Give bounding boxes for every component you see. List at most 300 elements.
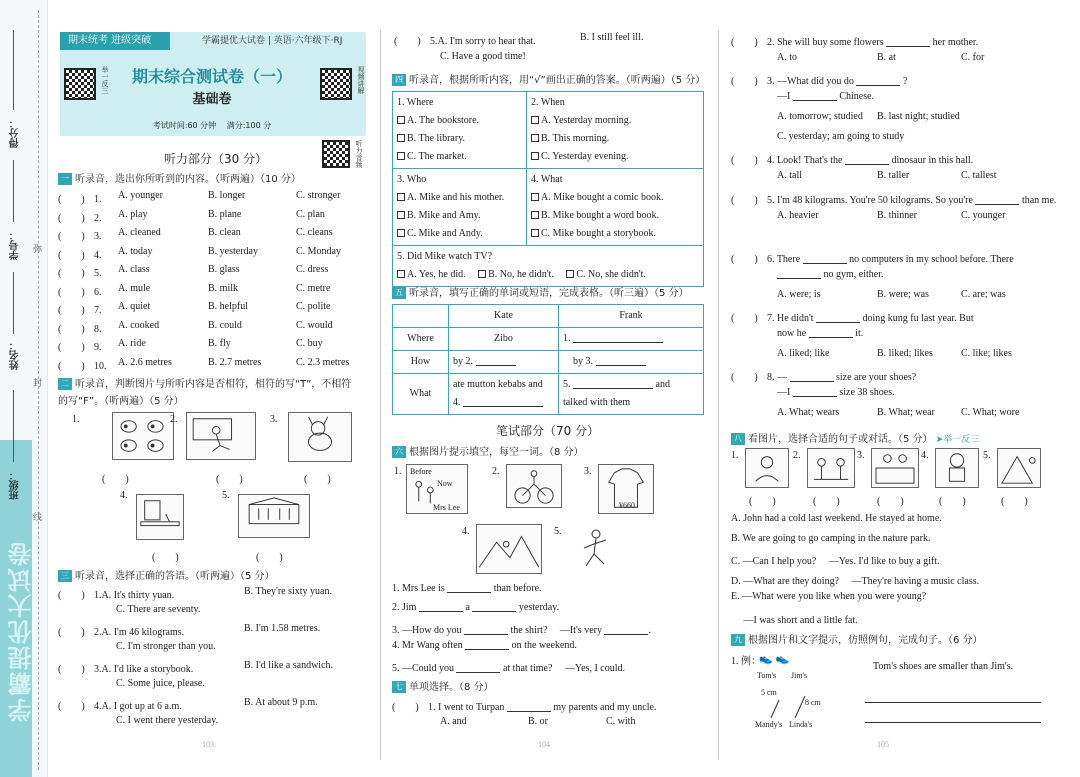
answer-paren[interactable]: ( ) bbox=[394, 36, 421, 47]
qr-audio-label: 听力音频 bbox=[355, 140, 363, 168]
question-row bbox=[731, 72, 907, 87]
answer-blank[interactable]: ( ) bbox=[304, 474, 331, 485]
answer-paren[interactable]: ( ) bbox=[58, 231, 85, 242]
sidebar-brand: 学霸提优大试卷 bbox=[8, 540, 36, 722]
table-header-kate: Kate bbox=[449, 305, 559, 328]
option-b: B. What; wear bbox=[877, 407, 935, 418]
cell-frank-where[interactable]: 1. bbox=[559, 328, 704, 351]
answer-blank[interactable] bbox=[456, 663, 500, 673]
shop-picture bbox=[871, 448, 919, 488]
option-a: A. play bbox=[118, 208, 148, 220]
skating-picture bbox=[186, 412, 256, 460]
sick-picture bbox=[745, 448, 789, 488]
page-number: 103 bbox=[202, 740, 214, 749]
seal-cut-line bbox=[38, 10, 39, 770]
exam-subtitle: 基础卷 bbox=[192, 92, 232, 107]
question-row bbox=[58, 319, 333, 335]
question-text: Look! That's the bbox=[777, 155, 843, 166]
row-label-what: What bbox=[393, 374, 449, 415]
listening-title: 听力部分（30 分） bbox=[164, 152, 268, 166]
question-row bbox=[58, 338, 323, 353]
section-badge: 五 bbox=[392, 287, 406, 299]
option-b: B. They're sixty yuan. bbox=[244, 586, 332, 597]
section-badge: 八 bbox=[731, 433, 745, 445]
question-row bbox=[58, 264, 329, 279]
section-6-heading: 根据图片提示填空，每空一词。（8 分） bbox=[409, 447, 584, 458]
option-b: B. at bbox=[877, 52, 896, 63]
q4-option[interactable]: C. The market. bbox=[397, 148, 522, 166]
exam-title: 期末综合测试卷（一） bbox=[131, 67, 292, 86]
section-8-title bbox=[731, 430, 979, 445]
pic-number: 2. bbox=[492, 466, 500, 477]
question-text: doing kung fu last year. But bbox=[862, 313, 974, 324]
option-c: C. dress bbox=[296, 264, 329, 275]
q4-question: 4. What bbox=[531, 174, 563, 185]
cell-kate-what[interactable]: ate mutton kebabs and 4. bbox=[449, 374, 559, 415]
option-c: C. polite bbox=[296, 301, 331, 312]
section-7-title bbox=[392, 678, 494, 693]
class-field-line bbox=[13, 390, 14, 462]
section-3-heading: 听录音，选择正确的答语。（听两遍）（5 分） bbox=[75, 571, 275, 582]
option-a: A. were; is bbox=[777, 289, 821, 300]
question-number: 7. bbox=[94, 305, 102, 316]
option-a: A. quiet bbox=[118, 301, 151, 312]
question-row bbox=[58, 301, 331, 316]
question-line-2: now he it. bbox=[777, 328, 864, 339]
answer-line[interactable] bbox=[865, 722, 1041, 723]
question-number: 1. bbox=[94, 590, 102, 601]
question-row bbox=[394, 32, 644, 47]
pic-number: 3. bbox=[270, 414, 278, 425]
linda-label: Linda's bbox=[789, 720, 813, 729]
q4-option[interactable]: B. No, he didn't. bbox=[478, 269, 554, 280]
option-b: B. yesterday bbox=[208, 245, 258, 257]
q4-option[interactable]: B. Mike bought a word book. bbox=[531, 207, 699, 225]
option-b: B. fly bbox=[208, 338, 231, 349]
fill-question-1: 1. Mrs Lee is than before. bbox=[392, 583, 542, 594]
measure-8cm: 8 cm bbox=[805, 698, 821, 707]
question-row bbox=[58, 208, 325, 224]
question-number: 5. bbox=[94, 268, 102, 279]
now-label: Now bbox=[437, 479, 453, 488]
choice-option: B. We are going to go camping in the nature park. bbox=[731, 532, 931, 544]
answer-blank[interactable]: ( ) bbox=[216, 474, 243, 485]
option-b: B. liked; likes bbox=[877, 348, 933, 359]
q4-option[interactable]: A. Mike and his mother. bbox=[397, 189, 522, 207]
answer-blank[interactable] bbox=[604, 625, 648, 635]
question-row bbox=[731, 368, 916, 383]
question-number: 8. bbox=[767, 372, 775, 383]
answer-paren[interactable]: ( ) bbox=[58, 342, 85, 353]
young-boy-picture bbox=[935, 448, 979, 488]
section-badge: 七 bbox=[392, 681, 406, 693]
option-c: C. buy bbox=[296, 338, 323, 349]
option-c: C. There are seventy. bbox=[116, 604, 201, 615]
option-c: C. with bbox=[606, 716, 636, 727]
option-b: B. I'd like a sandwich. bbox=[244, 660, 334, 671]
q4-cell bbox=[527, 169, 704, 246]
option-c: C. Have a good time! bbox=[440, 51, 526, 62]
option-c: C. are; was bbox=[961, 289, 1006, 300]
answer-blank[interactable]: ( ) bbox=[256, 552, 283, 563]
question-text: He didn't bbox=[777, 313, 814, 324]
row-label-how: How bbox=[393, 351, 449, 374]
question-number: 4. bbox=[94, 249, 102, 261]
answer-paren[interactable]: ( ) bbox=[731, 254, 758, 265]
pic-number: 5. bbox=[554, 526, 562, 537]
qr-code-left bbox=[64, 68, 96, 100]
practice-tag: ➤举一反三 bbox=[935, 435, 980, 445]
option-c: C. like; likes bbox=[961, 348, 1012, 359]
cows-picture bbox=[112, 412, 174, 460]
option-a: A. heavier bbox=[777, 210, 819, 221]
section-badge: 二 bbox=[58, 378, 72, 390]
shirt-picture bbox=[598, 464, 654, 514]
question-row bbox=[731, 309, 974, 324]
question-text: —What did you do bbox=[777, 76, 854, 87]
building-picture bbox=[238, 494, 310, 538]
option-b: B. At about 9 p.m. bbox=[244, 697, 318, 708]
section-4-title bbox=[392, 71, 705, 86]
answer-paren[interactable]: ( ) bbox=[58, 249, 85, 261]
question-number: 2. bbox=[94, 212, 102, 224]
page-column-103 bbox=[52, 0, 374, 777]
answer-blank[interactable] bbox=[856, 76, 900, 86]
question-row bbox=[58, 282, 331, 298]
answer-paren[interactable]: ( ) bbox=[58, 268, 85, 279]
dog-picture bbox=[288, 412, 352, 462]
question-line-2: —I Chinese. bbox=[777, 91, 875, 102]
fill-question-2: 2. Jim a yesterday. bbox=[392, 602, 560, 613]
pic-number: 4. bbox=[462, 526, 470, 537]
choice-option: D. —What are they doing? —They're having a music class. bbox=[731, 575, 980, 587]
option-b: B. milk bbox=[208, 282, 239, 294]
section-5-heading: 听录音，填写正确的单词或短语，完成表格。（听三遍）（5 分） bbox=[409, 288, 689, 299]
pic-number: 1. bbox=[394, 466, 402, 477]
question-text: — bbox=[777, 372, 787, 383]
measure-5cm: 5 cm bbox=[761, 688, 777, 697]
question-number: 7. bbox=[767, 313, 775, 324]
answer-blank[interactable] bbox=[447, 583, 491, 593]
question-row bbox=[731, 33, 978, 48]
question-row bbox=[731, 191, 1056, 206]
answer-blank[interactable] bbox=[507, 702, 551, 712]
answer-blank[interactable] bbox=[790, 372, 834, 382]
fill-question-5: 5. —Could you at that time? —Yes, I could. bbox=[392, 663, 625, 674]
seal-char-xian: 线 bbox=[33, 512, 43, 522]
pic-number: 3. bbox=[857, 450, 865, 461]
question-row: ( ) 1. I went to Turpan my parents and my uncle. bbox=[392, 698, 656, 713]
page-column-105 bbox=[727, 0, 1057, 777]
option-a: A. I'm 46 kilograms. bbox=[101, 627, 185, 638]
price-label: ¥660 bbox=[619, 501, 635, 510]
option-b: B. longer bbox=[208, 190, 246, 201]
option-c: C. metre bbox=[296, 282, 331, 294]
option-b: B. taller bbox=[877, 170, 910, 181]
q4-option[interactable]: A. The bookstore. bbox=[397, 112, 522, 130]
question-row bbox=[58, 245, 341, 261]
option-c: C. cleans bbox=[296, 227, 333, 238]
option-a: A. 2.6 metres bbox=[118, 356, 172, 368]
option-c: C. tallest bbox=[961, 170, 997, 181]
choice-option: —I was short and a little fat. bbox=[731, 614, 858, 626]
q4-option[interactable]: B. The library. bbox=[397, 130, 522, 148]
question-number: 1. bbox=[94, 194, 102, 205]
answer-blank[interactable] bbox=[803, 254, 847, 264]
q4-option[interactable]: C. Mike bought a storybook. bbox=[531, 225, 699, 243]
answer-blank[interactable] bbox=[845, 155, 889, 165]
answer-paren[interactable]: ( ) bbox=[392, 702, 419, 713]
binding-sidebar bbox=[0, 0, 48, 777]
qr-code-audio bbox=[322, 140, 350, 168]
option-c: C. younger bbox=[961, 210, 1006, 221]
question-line-2: —I size 38 shoes. bbox=[777, 387, 895, 398]
question-text: than me. bbox=[1021, 195, 1057, 206]
question-row bbox=[58, 660, 334, 675]
option-b: B. 2.7 metres bbox=[208, 356, 262, 368]
answer-blank[interactable]: ( ) bbox=[102, 474, 129, 485]
cell-frank-what[interactable]: 5. and talked with them bbox=[559, 374, 704, 415]
answer-blank[interactable]: ( ) bbox=[749, 496, 776, 507]
skating-kid-picture bbox=[572, 524, 622, 574]
shoes-icon: 👟 👟 bbox=[759, 653, 790, 665]
question-row bbox=[731, 151, 973, 166]
question-row bbox=[58, 697, 318, 712]
question-text: dinosaur in this hall. bbox=[891, 155, 974, 166]
mandy-label: Mandy's bbox=[755, 720, 783, 729]
question-number: 5. bbox=[430, 36, 438, 47]
answer-paren[interactable]: ( ) bbox=[58, 627, 85, 638]
jim-label: Jim's bbox=[791, 671, 808, 680]
answer-blank[interactable]: ( ) bbox=[877, 496, 904, 507]
series-meta: 学霸提优大试卷 | 英语·六年级下·RJ bbox=[202, 36, 343, 46]
option-c: C. would bbox=[296, 319, 333, 331]
exam-time: 考试时间:60 分钟 bbox=[152, 121, 217, 130]
q4-question: 3. Who bbox=[397, 174, 427, 185]
name-field-label: 姓名： bbox=[10, 340, 21, 370]
class-field-label: 班级： bbox=[10, 470, 21, 500]
section-badge: 六 bbox=[392, 446, 406, 458]
q4-cell bbox=[393, 246, 704, 287]
desk-picture bbox=[136, 494, 184, 540]
question-line-2: no gym, either. bbox=[777, 269, 884, 280]
option-a: A. liked; like bbox=[777, 348, 830, 359]
answer-blank[interactable]: ( ) bbox=[813, 496, 840, 507]
q4-cell bbox=[393, 92, 527, 169]
answer-paren[interactable]: ( ) bbox=[58, 590, 85, 601]
option-a: A. to bbox=[777, 52, 797, 63]
question-text: ? bbox=[902, 76, 908, 87]
q4-option[interactable]: C. No, she didn't. bbox=[566, 269, 646, 280]
answer-blank[interactable] bbox=[777, 269, 821, 279]
option-c: C. stronger bbox=[296, 190, 341, 201]
q4-option[interactable]: C. Yesterday evening. bbox=[531, 148, 699, 166]
answer-blank[interactable] bbox=[464, 625, 508, 635]
question-row bbox=[731, 250, 1014, 265]
question-text: no computers in my school before. There bbox=[849, 254, 1014, 265]
question-row bbox=[58, 356, 350, 372]
question-number: 10. bbox=[94, 360, 107, 372]
option-b: B. or bbox=[528, 716, 548, 727]
q4-option[interactable]: A. Yesterday morning. bbox=[531, 112, 699, 130]
question-text: her mother. bbox=[932, 37, 979, 48]
option-b: B. glass bbox=[208, 264, 240, 275]
answer-blank[interactable] bbox=[793, 387, 837, 397]
answer-paren[interactable]: ( ) bbox=[731, 37, 758, 48]
answer-blank[interactable]: ( ) bbox=[1001, 496, 1028, 507]
option-c: C. 2.3 metres bbox=[296, 356, 350, 368]
student-id-field-label: 学号： bbox=[10, 230, 21, 260]
answer-paren[interactable]: ( ) bbox=[58, 194, 85, 205]
answer-paren[interactable]: ( ) bbox=[731, 313, 758, 324]
option-a: A. I got up at 6 a.m. bbox=[101, 701, 182, 712]
question-row bbox=[58, 227, 333, 242]
pic-number: 3. bbox=[584, 466, 592, 477]
answer-paren[interactable]: ( ) bbox=[58, 701, 85, 712]
section-8-heading: 看图片，选择合适的句子或对话。（5 分） bbox=[748, 434, 933, 445]
option-c: C. yesterday; am going to study bbox=[777, 131, 905, 142]
q4-option[interactable]: C. Mike and Andy. bbox=[397, 225, 522, 243]
option-c: C. I went there yesterday. bbox=[116, 715, 219, 726]
question-number: 6. bbox=[767, 254, 775, 265]
question-text: She will buy some flowers bbox=[777, 37, 884, 48]
question-number: 4. bbox=[94, 701, 102, 712]
cell-kate-how[interactable]: by 2. bbox=[449, 351, 559, 374]
answer-blank[interactable] bbox=[465, 640, 509, 650]
question-number: 5. bbox=[767, 195, 775, 206]
section-3-title bbox=[58, 567, 275, 582]
written-title: 笔试部分（70 分） bbox=[496, 424, 600, 438]
answer-paren[interactable]: ( ) bbox=[731, 195, 758, 206]
cycling-picture bbox=[506, 464, 562, 508]
name-field-line bbox=[13, 272, 14, 334]
section-2-heading-line2: 的写“F”。（听两遍）（5 分） bbox=[58, 396, 184, 407]
fill-question-3: 3. —How do you the shirt? —It's very . bbox=[392, 625, 651, 636]
question-row bbox=[58, 190, 341, 205]
section-6-title bbox=[392, 443, 584, 458]
option-b: B. clean bbox=[208, 227, 241, 238]
row-label-where: Where bbox=[393, 328, 449, 351]
music-class-picture bbox=[807, 448, 855, 488]
section-5-title bbox=[392, 284, 689, 299]
answer-paren[interactable]: ( ) bbox=[58, 360, 85, 372]
option-b: B. I'm 1.58 metres. bbox=[244, 623, 321, 634]
exam-score: 满分:100 分 bbox=[226, 121, 272, 130]
mrs-lee-label: Mrs Lee bbox=[433, 503, 460, 512]
option-b: B. plane bbox=[208, 208, 242, 220]
answer-paren[interactable]: ( ) bbox=[731, 76, 758, 87]
answer-paren[interactable]: ( ) bbox=[58, 286, 85, 298]
page-number: 105 bbox=[877, 740, 889, 749]
score-field-line bbox=[13, 30, 14, 110]
option-a: A. I'd like a storybook. bbox=[101, 664, 194, 675]
section-2-title bbox=[58, 375, 351, 390]
column-divider bbox=[380, 30, 381, 760]
choice-option: A. John had a cold last weekend. He stayed at home. bbox=[731, 513, 942, 524]
answer-blank[interactable] bbox=[419, 602, 463, 612]
option-c: C. What; wore bbox=[961, 407, 1020, 418]
example-sentence: Tom's shoes are smaller than Jim's. bbox=[873, 661, 1014, 672]
option-c: C. for bbox=[961, 52, 985, 63]
q4-option[interactable]: A. Yes, he did. bbox=[397, 269, 466, 280]
example-label: 1. 例： bbox=[731, 656, 761, 667]
answer-blank[interactable] bbox=[809, 328, 853, 338]
qr-right-label: 视频讲解 bbox=[357, 66, 365, 94]
answer-paren[interactable]: ( ) bbox=[731, 372, 758, 383]
option-a: A. What; wears bbox=[777, 407, 840, 418]
exam-tag: 期末统考 进级突破 bbox=[60, 32, 170, 50]
answer-paren[interactable]: ( ) bbox=[58, 212, 85, 224]
pic-number: 2. bbox=[170, 414, 178, 425]
pic-number: 4. bbox=[921, 450, 929, 461]
answer-blank[interactable] bbox=[886, 37, 930, 47]
q4-option[interactable]: A. Mike bought a comic book. bbox=[531, 189, 699, 207]
question-number: 2. bbox=[767, 37, 775, 48]
section-4-heading: 听录音，根据所听内容，用“√”画出正确的答案。（听两遍）（5 分） bbox=[409, 75, 706, 86]
section-1-title bbox=[58, 170, 301, 185]
mountain-picture bbox=[476, 524, 542, 574]
answer-paren[interactable]: ( ) bbox=[58, 323, 85, 335]
pic-number: 5. bbox=[222, 490, 230, 501]
option-a: A. It's thirty yuan. bbox=[101, 590, 175, 601]
answer-blank[interactable]: ( ) bbox=[152, 552, 179, 563]
q4-option[interactable]: B. Mike and Amy. bbox=[397, 207, 522, 225]
cell-frank-how[interactable]: by 3. bbox=[559, 351, 704, 374]
question-number: 4. bbox=[767, 155, 775, 166]
option-b: B. thinner bbox=[877, 210, 917, 221]
answer-blank[interactable] bbox=[793, 91, 837, 101]
option-b: B. were; was bbox=[877, 289, 929, 300]
q4-question: 1. Where bbox=[397, 97, 434, 108]
answer-paren[interactable]: ( ) bbox=[58, 305, 85, 316]
question-row bbox=[58, 623, 321, 638]
answer-blank[interactable]: ( ) bbox=[939, 496, 966, 507]
q4-option[interactable]: B. This morning. bbox=[531, 130, 699, 148]
option-a: A. mule bbox=[118, 282, 151, 294]
before-label: Before bbox=[410, 467, 432, 476]
option-c: C. plan bbox=[296, 208, 325, 220]
table-corner bbox=[393, 305, 449, 328]
answer-paren[interactable]: ( ) bbox=[58, 664, 85, 675]
question-row bbox=[58, 586, 332, 601]
option-b: B. could bbox=[208, 319, 242, 331]
seal-char-feng: 封 bbox=[33, 378, 43, 388]
answer-line[interactable] bbox=[865, 702, 1041, 703]
answer-blank[interactable] bbox=[975, 195, 1019, 205]
section-9-heading: 根据图片和文字提示，仿照例句，完成句子。（6 分） bbox=[748, 635, 983, 646]
choice-option: C. —Can I help you? —Yes. I'd like to buy a gift. bbox=[731, 556, 940, 567]
question-number: 3. bbox=[94, 664, 102, 675]
q4-cell bbox=[393, 169, 527, 246]
tom-label: Tom's bbox=[757, 671, 777, 680]
answer-blank[interactable] bbox=[472, 602, 516, 612]
section-badge: 一 bbox=[58, 173, 72, 185]
q4-question: 5. Did Mike watch TV? bbox=[397, 251, 493, 262]
camping-picture bbox=[997, 448, 1041, 488]
cell-kate-where: Zibo bbox=[449, 328, 559, 351]
option-a: A. tomorrow; studied bbox=[777, 111, 863, 122]
option-c: C. Monday bbox=[296, 245, 341, 257]
question-number: 6. bbox=[94, 286, 102, 298]
answer-blank[interactable] bbox=[816, 313, 860, 323]
pencils-icon bbox=[761, 694, 811, 720]
section-badge: 四 bbox=[392, 74, 406, 86]
option-c: C. I'm stronger than you. bbox=[116, 641, 216, 652]
question-text: There bbox=[776, 254, 801, 265]
answer-paren[interactable]: ( ) bbox=[731, 155, 758, 166]
choice-option: E. —What were you like when you were young? bbox=[731, 591, 927, 602]
score-field-label: 得分： bbox=[10, 118, 21, 148]
